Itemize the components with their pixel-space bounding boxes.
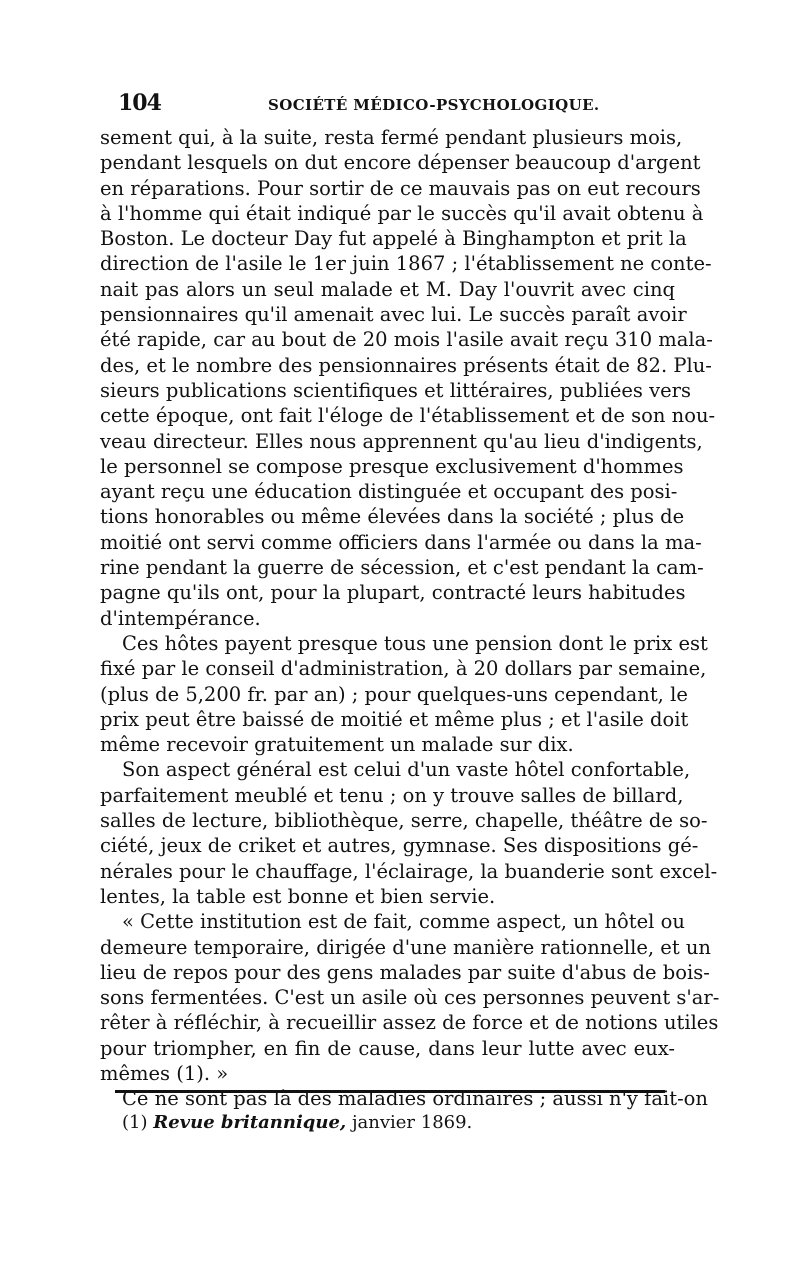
text-line: en réparations. Pour sortir de ce mauvais pas on eut recours bbox=[100, 176, 701, 200]
text-line: rêter à réfléchir, à recueillir assez de force et de notions utiles bbox=[100, 1011, 719, 1035]
text-line: salles de lecture, bibliothèque, serre, chapelle, théâtre de so- bbox=[100, 809, 708, 833]
footnote-marker: (1) bbox=[122, 1112, 148, 1133]
text-line: ayant reçu une éducation distinguée et occupant des posi- bbox=[100, 480, 678, 504]
text-line: Boston. Le docteur Day fut appelé à Binghampton et prit la bbox=[100, 227, 687, 251]
text-line: sement qui, à la suite, resta fermé pendant plusieurs mois, bbox=[100, 126, 683, 149]
text-line: cette époque, ont fait l'éloge de l'établissement et de son nou- bbox=[100, 404, 716, 428]
page-header bbox=[118, 90, 678, 120]
text-line: lentes, la table est bonne et bien servie. bbox=[100, 884, 496, 908]
text-line: Ce ne sont pas là des maladies ordinaires ; aussi n'y fait-on bbox=[122, 1087, 708, 1111]
body-text bbox=[100, 125, 720, 1112]
page-number: 104 bbox=[118, 90, 161, 116]
text-line: (plus de 5,200 fr. par an) ; pour quelques-uns cependant, le bbox=[100, 682, 688, 706]
text-line: moitié ont servi comme officiers dans l'armée ou dans la ma- bbox=[100, 530, 702, 554]
text-line: à l'homme qui était indiqué par le succès qu'il avait obtenu à bbox=[100, 201, 704, 225]
text-line: lieu de repos pour des gens malades par suite d'abus de bois- bbox=[100, 960, 710, 984]
text-line: « Cette institution est de fait, comme aspect, un hôtel ou bbox=[122, 910, 685, 934]
text-line: direction de l'asile le 1er juin 1867 ; l'établissement ne conte- bbox=[100, 252, 712, 276]
text-line: le personnel se compose presque exclusivement d'hommes bbox=[100, 454, 684, 478]
text-line: des, et le nombre des pensionnaires présents était de 82. Plu- bbox=[100, 353, 712, 377]
text-line: pour triompher, en fin de cause, dans leur lutte avec eux- bbox=[100, 1036, 675, 1060]
text-line: nait pas alors un seul malade et M. Day l'ouvrit avec cinq bbox=[100, 277, 675, 301]
text-line: pensionnaires qu'il amenait avec lui. Le succès paraît avoir bbox=[100, 303, 687, 327]
text-line: tions honorables ou même élevées dans la société ; plus de bbox=[100, 505, 685, 529]
footnote-rule bbox=[115, 1090, 665, 1093]
footnote-date: janvier 1869. bbox=[351, 1112, 473, 1133]
text-line: Son aspect général est celui d'un vaste hôtel confortable, bbox=[122, 758, 691, 782]
text-line: été rapide, car au bout de 20 mois l'asile avait reçu 310 mala- bbox=[100, 328, 713, 352]
text-line: veau directeur. Elles nous apprennent qu'au lieu d'indigents, bbox=[100, 429, 703, 453]
text-line: pagne qu'ils ont, pour la plupart, contracté leurs habitudes bbox=[100, 581, 686, 605]
text-line: mêmes (1). » bbox=[100, 1061, 229, 1085]
text-line: pendant lesquels on dut encore dépenser beaucoup d'argent bbox=[100, 151, 701, 175]
footnote bbox=[122, 1112, 472, 1133]
text-line: sieurs publications scientifiques et littéraires, publiées vers bbox=[100, 378, 691, 402]
text-line: rine pendant la guerre de sécession, et c'est pendant la cam- bbox=[100, 556, 704, 580]
footnote-source-title: Revue britannique, bbox=[153, 1112, 347, 1133]
running-title: SOCIÉTÉ MÉDICO-PSYCHOLOGIQUE. bbox=[268, 96, 600, 114]
text-line: demeure temporaire, dirigée d'une manière rationnelle, et un bbox=[100, 935, 711, 959]
text-line: Ces hôtes payent presque tous une pension dont le prix est bbox=[122, 631, 708, 655]
text-line: prix peut être baissé de moitié et même plus ; et l'asile doit bbox=[100, 707, 689, 731]
text-line: fixé par le conseil d'administration, à 20 dollars par semaine, bbox=[100, 657, 707, 681]
text-line: ciété, jeux de criket et autres, gymnase. Ses dispositions gé- bbox=[100, 834, 699, 858]
text-line: parfaitement meublé et tenu ; on y trouve salles de billard, bbox=[100, 783, 684, 807]
text-line: d'intempérance. bbox=[100, 606, 261, 630]
text-line: même recevoir gratuitement un malade sur dix. bbox=[100, 733, 574, 757]
text-line: nérales pour le chauffage, l'éclairage, la buanderie sont excel- bbox=[100, 859, 718, 883]
text-line: sons fermentées. C'est un asile où ces personnes peuvent s'ar- bbox=[100, 986, 720, 1010]
